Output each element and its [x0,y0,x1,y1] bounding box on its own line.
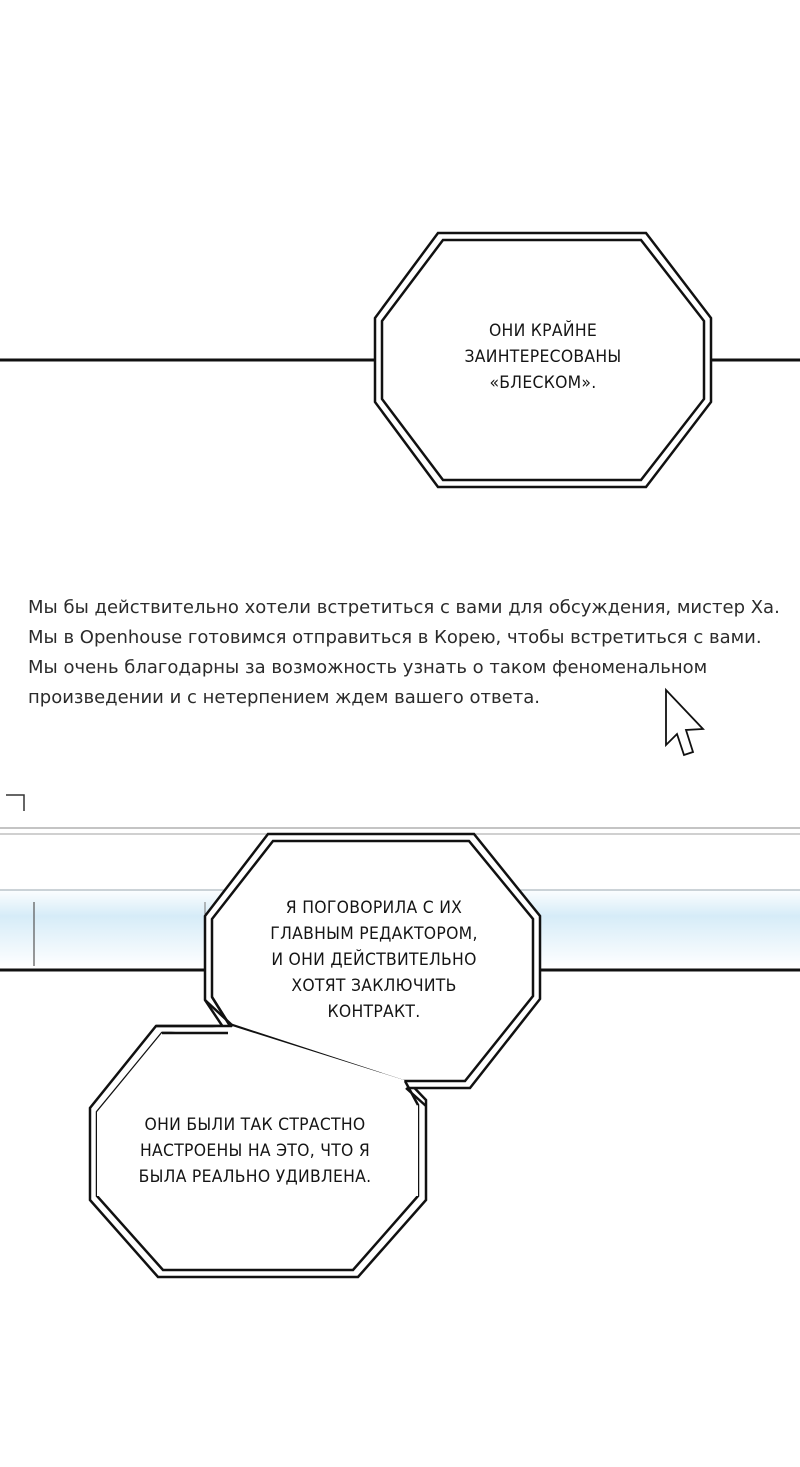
corner-bracket [6,795,24,811]
bubble-line: НАСТРОЕНЫ НА ЭТО, ЧТО Я [139,1141,371,1161]
bubble-line: «БЛЕСКОМ». [489,373,597,393]
email-letter-text [28,593,798,713]
bubble-line: ХОТЯТ ЗАКЛЮЧИТЬ [291,976,457,996]
bubble-line: ЗАИНТЕРЕСОВАНЫ [464,347,622,367]
letter-line: Мы очень благодарны за возможность узнать о таком феноменальном [28,657,708,678]
bubble-line: ОНИ БЫЛИ ТАК СТРАСТНО [144,1115,366,1135]
letter-line: Мы в Openhouse готовимся отправиться в Корею, чтобы встретиться с вами. [28,627,762,648]
speech-bubble-top [405,318,681,396]
bubble-line: БЫЛА РЕАЛЬНО УДИВЛЕНА. [138,1167,372,1187]
bubble-line: ОНИ КРАЙНЕ [488,321,598,341]
bubble-line: Я ПОГОВОРИЛА С ИХ [285,898,463,918]
bubble-line: КОНТРАКТ. [327,1002,421,1022]
letter-line: Мы бы действительно хотели встретиться с вами для обсуждения, мистер Ха. [28,597,780,618]
speech-bubble-middle [231,895,516,1025]
bubble-line: И ОНИ ДЕЙСТВИТЕЛЬНО [271,950,477,970]
speech-bubble-bottom [112,1112,397,1190]
letter-line: произведении и с нетерпением ждем вашего ответа. [28,687,540,708]
bubble-line: ГЛАВНЫМ РЕДАКТОРОМ, [270,924,478,944]
